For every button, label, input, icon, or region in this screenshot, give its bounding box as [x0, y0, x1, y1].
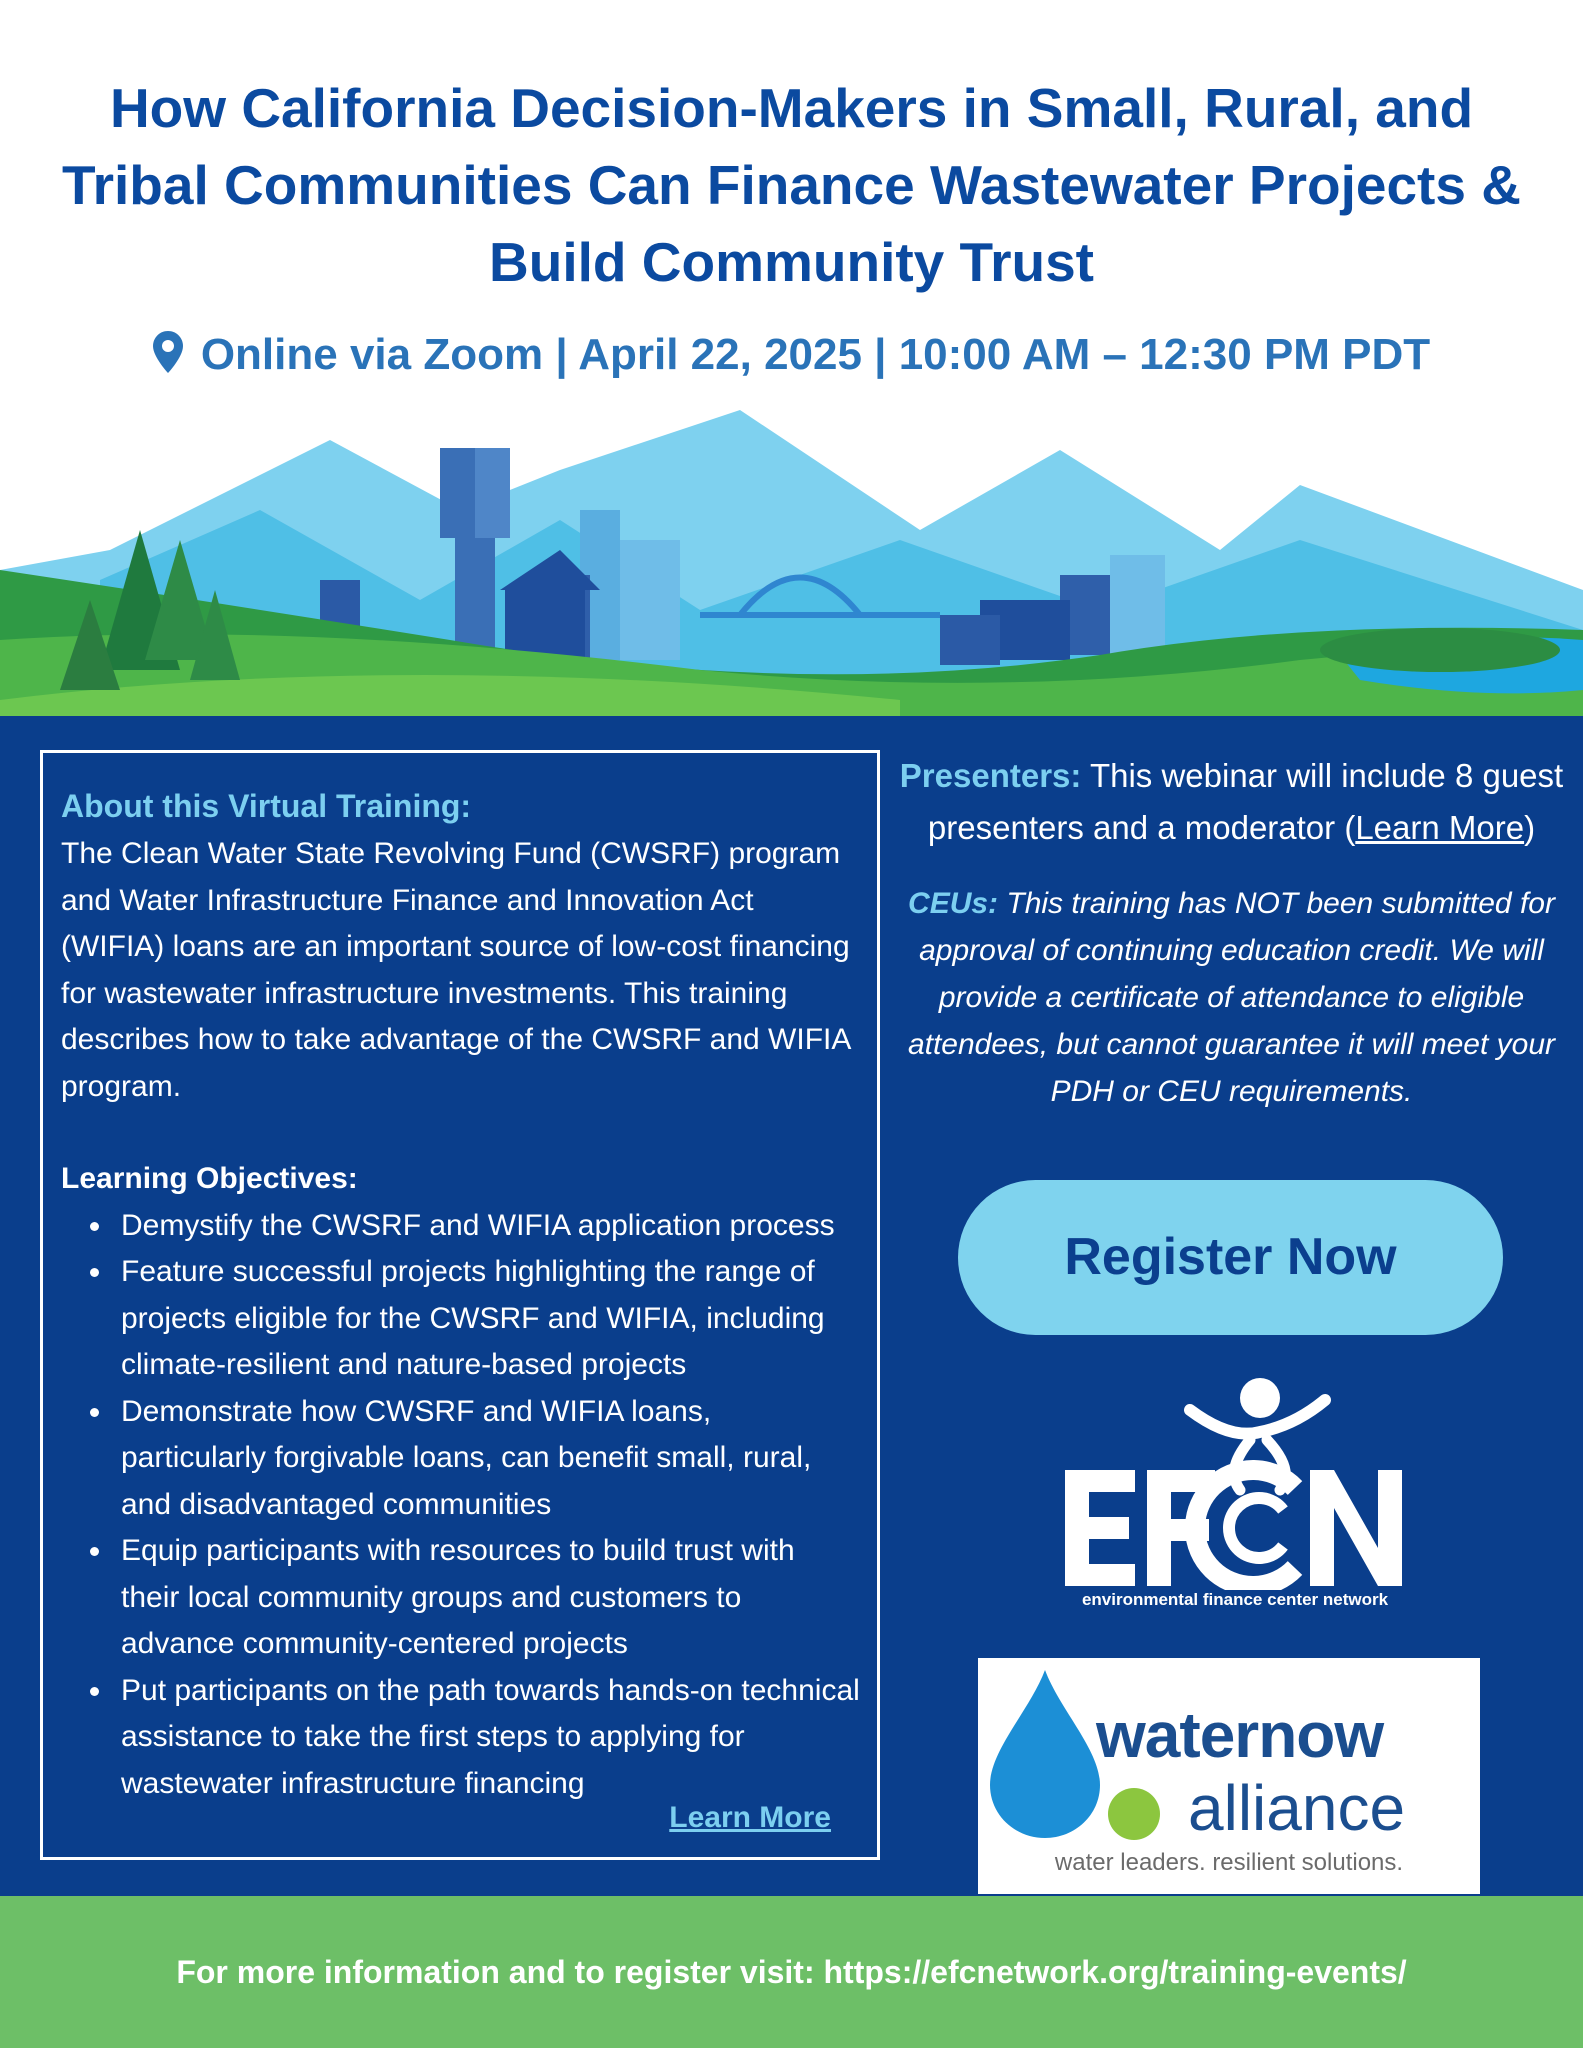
about-body: The Clean Water State Revolving Fund (CWSRF) program and Water Infrastructure Finance and Innovation Act (WIFIA) loans are an important source of low-cost financing for wastewater infrastructure investments. This training describes how to take advantage of the CWSRF and WIFIA program. — [61, 837, 850, 1103]
right-column — [880, 750, 1583, 1876]
presenters-label: Presenters: — [899, 757, 1082, 794]
waternow-alliance-logo — [978, 1658, 1480, 1894]
learn-more-link[interactable]: Learn More — [669, 1800, 831, 1834]
header — [0, 0, 1583, 400]
list-item: Equip participants with resources to build trust with their local community groups and customers to advance community-centered projects — [61, 1528, 861, 1668]
landscape-illustration — [0, 400, 1583, 716]
ceus-text: This training has NOT been submitted for approval of continuing education credit. We will provide a certificate of attendance to eligible attendees, but cannot guarantee it will meet your PDH or CEU requirements. — [907, 887, 1556, 1108]
presenters-text-end: ) — [1524, 809, 1536, 846]
list-item: Demystify the CWSRF and WIFIA application process — [61, 1203, 861, 1250]
presenters-learn-more-link[interactable]: Learn More — [1355, 809, 1525, 846]
efcn-logo — [1055, 1370, 1415, 1630]
list-item: Demonstrate how CWSRF and WIFIA loans, particularly forgivable loans, can benefit small, rural, and disadvantaged communities — [61, 1389, 861, 1529]
register-now-button[interactable]: Register Now — [958, 1180, 1503, 1335]
presenters-text: This webinar will include 8 guest presenters and a moderator ( — [927, 757, 1564, 846]
waternow-word: waternow — [1096, 1699, 1384, 1771]
list-item: Feature successful projects highlighting the range of projects eligible for the CWSRF and WIFIA, including climate-resilient and nature-based projects — [61, 1249, 861, 1389]
map-pin-icon — [153, 329, 183, 389]
objectives-heading: Learning Objectives: — [61, 1162, 358, 1195]
footer — [0, 1896, 1583, 2048]
alliance-word: alliance — [1188, 1772, 1406, 1844]
event-details — [0, 325, 1583, 389]
ceus-label: CEUs: — [908, 887, 999, 920]
objectives-list — [61, 1203, 861, 1808]
waternow-tagline: water leaders. resilient solutions. — [1054, 1849, 1404, 1876]
main-section — [0, 716, 1583, 1896]
green-dot-icon — [1106, 1786, 1162, 1842]
water-drop-icon — [990, 1670, 1100, 1840]
efcn-caption: environmental finance center network — [1081, 1590, 1389, 1609]
footer-text[interactable]: For more information and to register visit: https://efcnetwork.org/training-events/ — [176, 1954, 1407, 1990]
page-title: How California Decision-Makers in Small, Rural, and Tribal Communities Can Finance Wastewater Projects & Build Community Trust — [62, 77, 1521, 293]
ceus-info — [880, 880, 1583, 1115]
list-item: Put participants on the path towards hands-on technical assistance to take the first steps to applying for wastewater infrastructure financing — [61, 1668, 861, 1808]
about-heading: About this Virtual Training: — [61, 788, 472, 824]
event-line: Online via Zoom | April 22, 2025 | 10:00 AM – 12:30 PM PDT — [200, 330, 1431, 379]
about-training-box — [40, 750, 880, 1860]
presenters-info — [880, 750, 1583, 854]
